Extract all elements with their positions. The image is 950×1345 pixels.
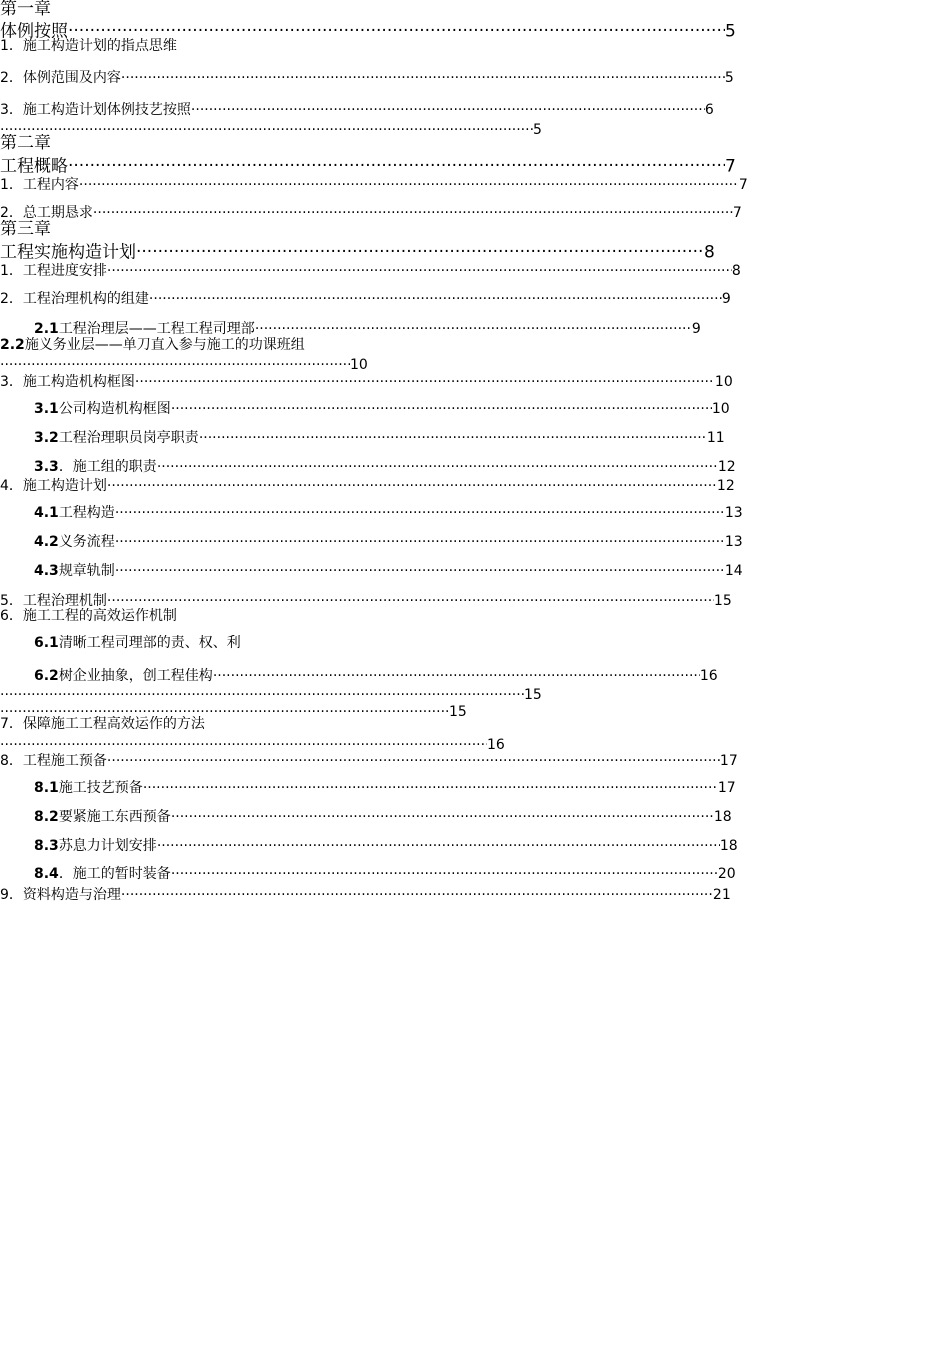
- dot-leader: [157, 834, 720, 850]
- section-number: 2.2: [0, 337, 25, 353]
- entry-title: 要紧施工东西预备: [58, 809, 171, 826]
- entry-title: 2．总工期恳求: [0, 205, 93, 222]
- chapter-label-text: 第三章: [0, 220, 51, 239]
- page-number: 10: [350, 357, 368, 374]
- chapter-label-text: 第二章: [0, 134, 51, 153]
- dot-leader: [0, 700, 449, 716]
- dot-leader: [213, 664, 700, 680]
- dot-leader: [171, 397, 712, 413]
- page-number: 16: [487, 737, 505, 754]
- toc-subentry[interactable]: [0, 664, 730, 684]
- dot-leader: [115, 559, 725, 575]
- toc-entry[interactable]: [0, 66, 745, 86]
- entry-title: 义务流程: [58, 534, 115, 551]
- toc-entry-continuation[interactable]: [0, 118, 545, 138]
- page-number: 15: [449, 704, 467, 721]
- page-number: 18: [713, 809, 732, 826]
- page-number: 8: [704, 242, 715, 263]
- entry-title: 施义务业层——单刀直入参与施工的功课班组: [24, 337, 305, 353]
- page-number: 8: [731, 263, 741, 280]
- section-number: 3.2: [34, 430, 59, 447]
- dot-leader: [107, 749, 720, 765]
- section-number: 2.1: [34, 321, 59, 338]
- entry-title: 7．保障施工工程高效运作的方法: [0, 716, 205, 732]
- chapter-title: 体例按照: [0, 21, 68, 42]
- page-number: 10: [714, 374, 733, 391]
- page-number: 7: [732, 205, 742, 222]
- toc-subentry[interactable]: [0, 455, 746, 475]
- toc-entry[interactable]: [0, 716, 205, 732]
- dot-leader: [0, 353, 350, 369]
- page-number: 5: [725, 21, 736, 42]
- toc-subentry[interactable]: [0, 635, 241, 651]
- dot-leader: [68, 152, 725, 172]
- toc-subentry[interactable]: [0, 501, 753, 521]
- page-number: 18: [719, 838, 738, 855]
- dot-leader: [255, 317, 692, 333]
- section-number: 8.2: [34, 809, 59, 826]
- toc-subentry[interactable]: [0, 862, 748, 882]
- chapter-2-label: [0, 134, 51, 154]
- dot-leader: [68, 17, 725, 37]
- chapter-label-text: 第一章: [0, 0, 51, 19]
- dot-leader: [107, 589, 714, 605]
- toc-subentry[interactable]: [0, 559, 753, 579]
- entry-title: 4．施工构造计划: [0, 478, 107, 495]
- dot-leader: [121, 883, 713, 899]
- page-number: 7: [738, 177, 748, 194]
- entry-title: 9．资料构造与治理: [0, 887, 121, 904]
- entry-title: 规章轨制: [58, 563, 115, 580]
- toc-entry[interactable]: [0, 749, 750, 769]
- section-number: 8.1: [34, 780, 59, 797]
- section-number: 8.3: [34, 838, 59, 855]
- chapter-title: 工程实施构造计划: [0, 242, 136, 263]
- section-number: 4.3: [34, 563, 59, 580]
- dot-leader: [107, 474, 717, 490]
- toc-subentry[interactable]: [0, 834, 748, 854]
- toc-subentry[interactable]: [0, 805, 744, 825]
- entry-title: 工程构造: [58, 505, 115, 522]
- entry-title: 清晰工程司理部的责、权、利: [58, 635, 241, 651]
- page-number: 5: [724, 70, 734, 87]
- section-number: 6.2: [34, 668, 59, 685]
- toc-entry[interactable]: [0, 370, 747, 390]
- page-number: 13: [724, 534, 743, 551]
- page-number: 12: [717, 459, 736, 476]
- toc-entry[interactable]: [0, 608, 177, 624]
- section-number: 3.3: [34, 459, 59, 476]
- entry-title: 8．工程施工预备: [0, 753, 107, 770]
- dot-leader: [115, 530, 725, 546]
- toc-entry[interactable]: [0, 883, 745, 903]
- toc-entry[interactable]: [0, 173, 757, 193]
- entry-title: 施工技艺预备: [58, 780, 143, 797]
- dot-leader: [79, 173, 739, 189]
- section-number: 3.1: [34, 401, 59, 418]
- toc-entry[interactable]: [0, 259, 749, 279]
- page-number: 9: [721, 291, 731, 308]
- page-number: 5: [533, 122, 542, 139]
- page-number: 11: [706, 430, 725, 447]
- chapter-3-label: [0, 220, 51, 240]
- dot-leader: [199, 426, 707, 442]
- dot-leader: [107, 259, 732, 275]
- dot-leader: [191, 98, 705, 114]
- toc-entry[interactable]: [0, 38, 177, 54]
- page-number: 13: [724, 505, 743, 522]
- dot-leader: [171, 805, 714, 821]
- entry-title: ．施工的暂时装备: [58, 866, 171, 883]
- page-number: 14: [724, 563, 743, 580]
- page-number: 15: [524, 687, 542, 704]
- toc-entry[interactable]: [0, 98, 730, 118]
- page-number: 17: [717, 780, 736, 797]
- section-number: 8.4: [34, 866, 59, 883]
- toc-entry[interactable]: [0, 589, 750, 609]
- dot-leader: [121, 66, 725, 82]
- dot-leader: [136, 238, 704, 258]
- page-number: 9: [691, 321, 701, 338]
- dot-leader: [149, 287, 722, 303]
- section-number: 6.1: [34, 635, 59, 651]
- toc-subentry[interactable]: [0, 317, 717, 337]
- entry-title: 2．体例范围及内容: [0, 70, 121, 87]
- entry-title: 1．工程内容: [0, 177, 79, 194]
- toc-entry[interactable]: [0, 287, 742, 307]
- entry-title: 6．施工工程的高效运作机制: [0, 608, 177, 624]
- page-number: 10: [711, 401, 730, 418]
- entry-title: 1．工程进度安排: [0, 263, 107, 280]
- entry-title: ．施工组的职责: [58, 459, 157, 476]
- page-number: 21: [712, 887, 731, 904]
- page-number: 20: [717, 866, 736, 883]
- dot-leader: [0, 683, 524, 699]
- page-number: 6: [704, 102, 714, 119]
- entry-title: 3．施工构造机构框图: [0, 374, 135, 391]
- dot-leader: [115, 501, 725, 517]
- page-number: 15: [713, 593, 732, 610]
- entry-title: 5．工程治理机制: [0, 593, 107, 610]
- section-number: 4.1: [34, 505, 59, 522]
- entry-title: 苏息力计划安排: [58, 838, 157, 855]
- page-number: 16: [699, 668, 718, 685]
- entry-title: 1．施工构造计划的指点思维: [0, 38, 177, 54]
- entry-title: 2．工程治理机构的组建: [0, 291, 149, 308]
- entry-title: 工程治理职员岗亭职责: [58, 430, 199, 447]
- toc-subentry[interactable]: [0, 397, 742, 417]
- entry-title: 公司构造机构框图: [58, 401, 171, 418]
- toc-subentry[interactable]: [0, 776, 746, 796]
- chapter-title: 工程概略: [0, 156, 68, 177]
- toc-entry[interactable]: [0, 474, 748, 494]
- dot-leader: [171, 862, 718, 878]
- page-number: 12: [716, 478, 735, 495]
- entry-title: 工程治理层——工程工程司理部: [58, 321, 255, 338]
- entry-title: 树企业抽象，创工程佳构: [58, 668, 213, 685]
- toc-entry-wrapped[interactable]: [0, 337, 305, 353]
- section-number: 4.2: [34, 534, 59, 551]
- entry-title: 3．施工构造计划体例技艺按照: [0, 102, 191, 119]
- dot-leader: [157, 455, 718, 471]
- dot-leader: [0, 118, 533, 134]
- toc-subentry[interactable]: [0, 530, 753, 550]
- toc-subentry[interactable]: [0, 426, 739, 446]
- dot-leader: [0, 733, 487, 749]
- dot-leader: [143, 776, 718, 792]
- dot-leader: [135, 370, 715, 386]
- page-number: 17: [719, 753, 738, 770]
- page-number: 7: [725, 156, 736, 177]
- dot-leader: [93, 201, 733, 217]
- toc-entry[interactable]: [0, 201, 752, 221]
